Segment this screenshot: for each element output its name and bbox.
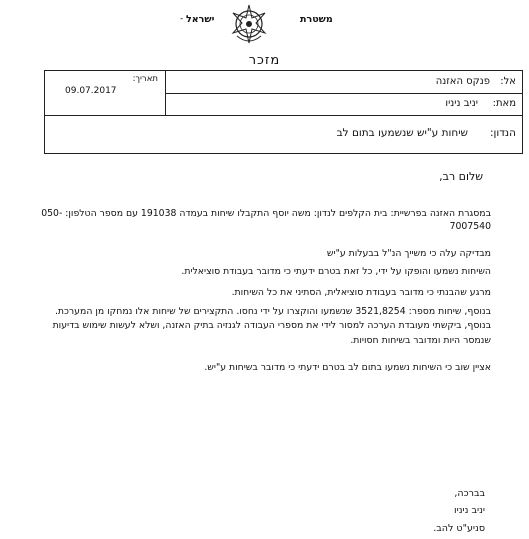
paragraph-additional-calls: בנוסף, שיחות מספר: 3521,8254 שנשמעו והוקצרו על ידי נחסו. התקצירים של שיחות אלו נמחקו מן המערכת. בנוסף, ביקשתי מעובדת הערכה למסור לידי את מספרי העבודה לגנזיה בתיק האזנה, ושלא לעשות שימוש בדיעות שנמסר היות ומדובר בשיחות חסויות. [52,306,491,346]
paragraph-good-faith: אציין שוב כי השיחות נשמעו בתום לב בטרם ידעתי כי מדובר בשיחות ע"יש. [204,362,491,373]
greeting: שלום רב, [439,170,483,183]
memo-header-form [44,70,523,154]
paragraph-ownership: מבדיקה עלה כי משייך הנ"ל בבעלות ע"יש [326,248,491,259]
paragraph-call-details: במסגרת האזנה בפרשיית: בית הקלפים לנדון: משה יוסף התקבלו שיחות בעמדה 191038 עם מספר הטלפון: 050-7007540 [41,208,491,232]
paragraph-stopped: מרגע שהבנתי כי מדובר בעבודת סוציאלית, הסתיני את כל השיחות. [231,287,491,298]
paragraph-calls-heard: השיחות נשמעו והופקו על ידי, כל זאת בטרם ידעתי כי מדובר בעבודת סוציאלית. [181,266,491,277]
signer-title: סניע"ט להב. [433,523,485,534]
form-divider-row1 [165,93,522,94]
subject-label: הנדון: [489,127,516,139]
police-star-emblem-icon [226,2,272,46]
header-org-word-right: משטרת [300,14,333,25]
from-value: יניב ניניו [445,98,478,109]
memo-title: מזכר [248,53,281,68]
form-divider-row2 [45,115,522,116]
from-label: מאת: [492,98,516,109]
date-value: 09.07.2017 [65,86,117,96]
signer-name: יניב ניניו [453,505,485,516]
header-tick-mark: - [180,14,184,24]
to-label: אל: [500,76,516,87]
to-value: פנקס האזנה [435,76,490,87]
subject-value: שיחות ע"יש שנשמעו בתום לב [336,127,468,139]
header-org-word-left: ישראל [186,14,215,25]
closing-regards: בברכה, [454,488,485,499]
date-label: תאריך: [132,74,158,84]
